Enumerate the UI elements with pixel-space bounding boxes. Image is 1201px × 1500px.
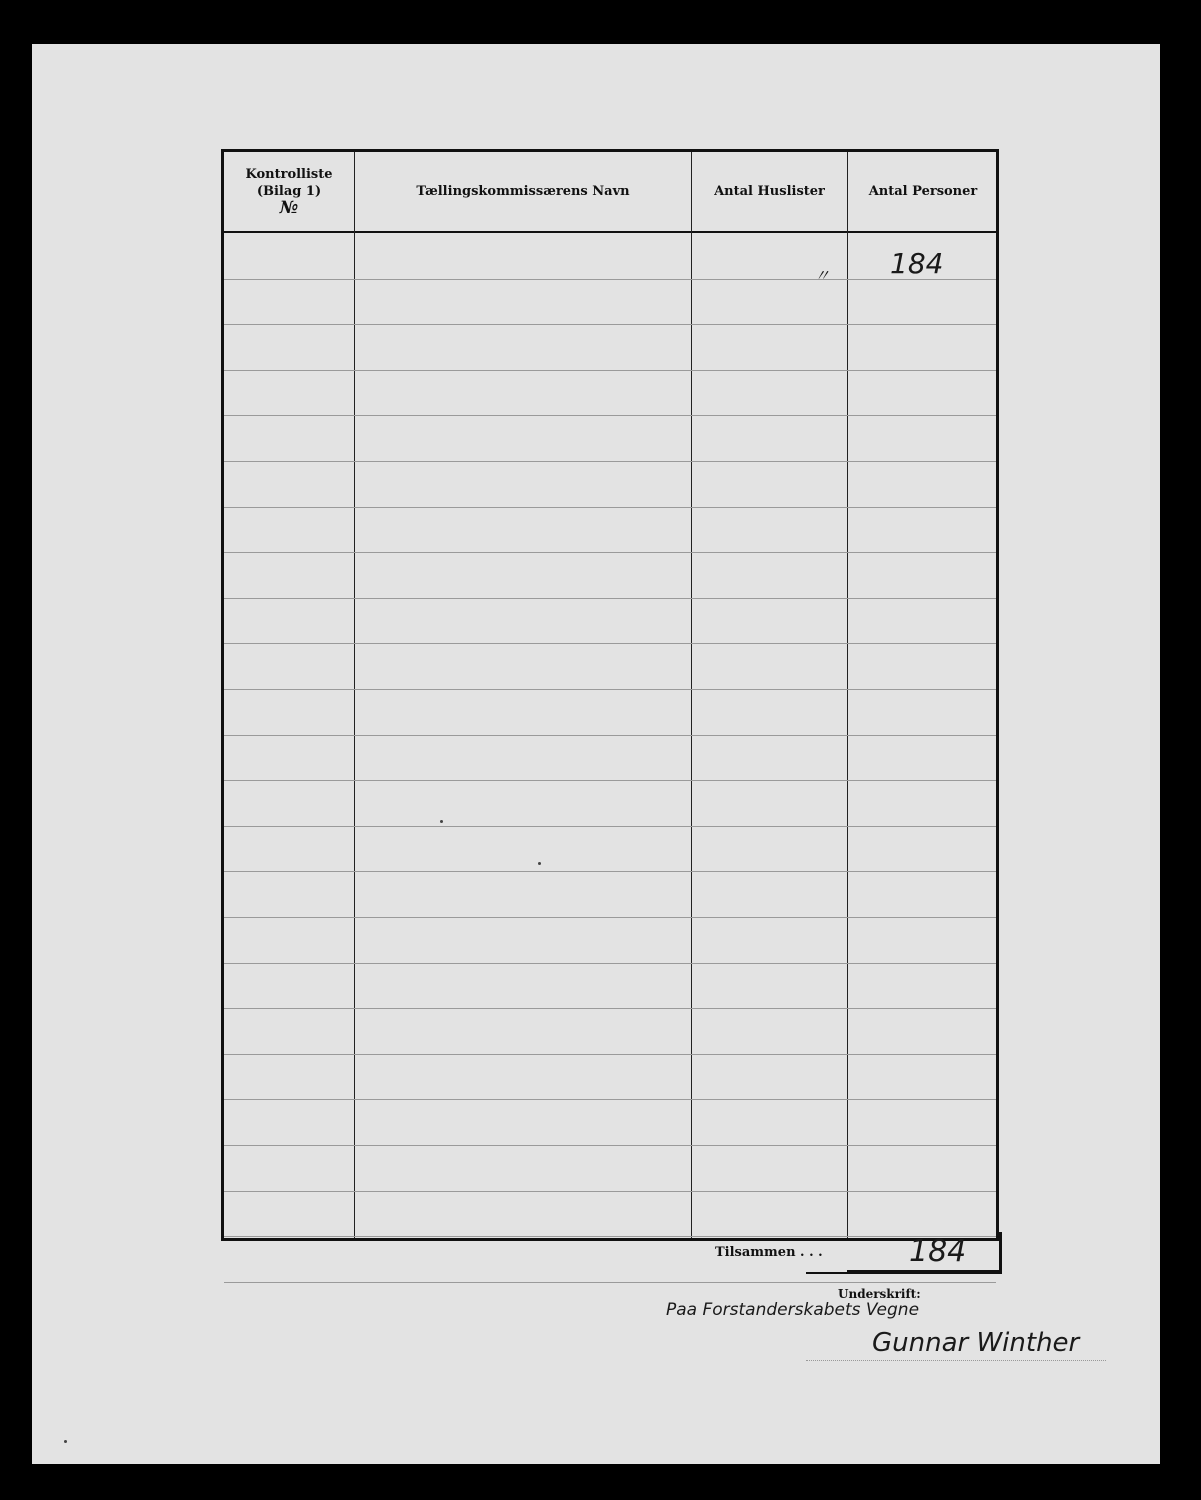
- row-rule: [224, 826, 996, 827]
- row-rule: [224, 689, 996, 690]
- personer-cell: 184: [890, 247, 944, 280]
- row-rule: [224, 735, 996, 736]
- row-rule: [224, 871, 996, 872]
- table-header: [224, 152, 996, 233]
- row-rule: [224, 1054, 996, 1055]
- total-label: Tilsammen . . .: [715, 1245, 823, 1260]
- row-rule: [224, 643, 996, 644]
- header-huslister: [692, 152, 847, 231]
- table-body: [224, 233, 996, 1238]
- row-rule: [224, 415, 996, 416]
- row-rule: [224, 552, 996, 553]
- row-rule: [224, 1008, 996, 1009]
- row-rule: [224, 963, 996, 964]
- header-navn-label: Tællingskommissærens Navn: [416, 184, 630, 199]
- header-bilag-label: (Bilag 1): [256, 184, 322, 199]
- signature-name: Gunnar Winther: [872, 1328, 1080, 1358]
- row-rule: [224, 1145, 996, 1146]
- total-underline: [806, 1272, 1002, 1274]
- signature-line1: Paa Forstanderskabets Vegne: [666, 1300, 920, 1320]
- header-navn: [355, 152, 691, 231]
- header-huslister-label: Antal Huslister: [714, 184, 825, 199]
- row-rule: [224, 598, 996, 599]
- total-row: [221, 1232, 1003, 1274]
- dust-speck: [440, 820, 443, 823]
- row-rule: [224, 1282, 996, 1283]
- signature-line: [806, 1360, 1106, 1361]
- header-number-sign: №: [279, 198, 299, 218]
- row-rule: [224, 370, 996, 371]
- row-rule: [224, 780, 996, 781]
- header-personer: [848, 152, 998, 231]
- row-rule: [224, 507, 996, 508]
- row-rule: [224, 279, 996, 280]
- header-kontrolliste: [224, 152, 354, 231]
- row-rule: [224, 1191, 996, 1192]
- row-rule: [224, 461, 996, 462]
- census-table: [221, 149, 999, 1241]
- header-kontrolliste-label: Kontrolliste: [245, 167, 333, 182]
- row-rule: [224, 324, 996, 325]
- total-value: 184: [909, 1234, 967, 1269]
- header-personer-label: Antal Personer: [868, 184, 978, 199]
- huslister-cell: 〃: [814, 266, 831, 285]
- row-rule: [224, 917, 996, 918]
- signature-label: Underskrift:: [838, 1287, 921, 1301]
- dust-speck: [64, 1440, 67, 1443]
- row-rule: [224, 1099, 996, 1100]
- dust-speck: [538, 862, 541, 865]
